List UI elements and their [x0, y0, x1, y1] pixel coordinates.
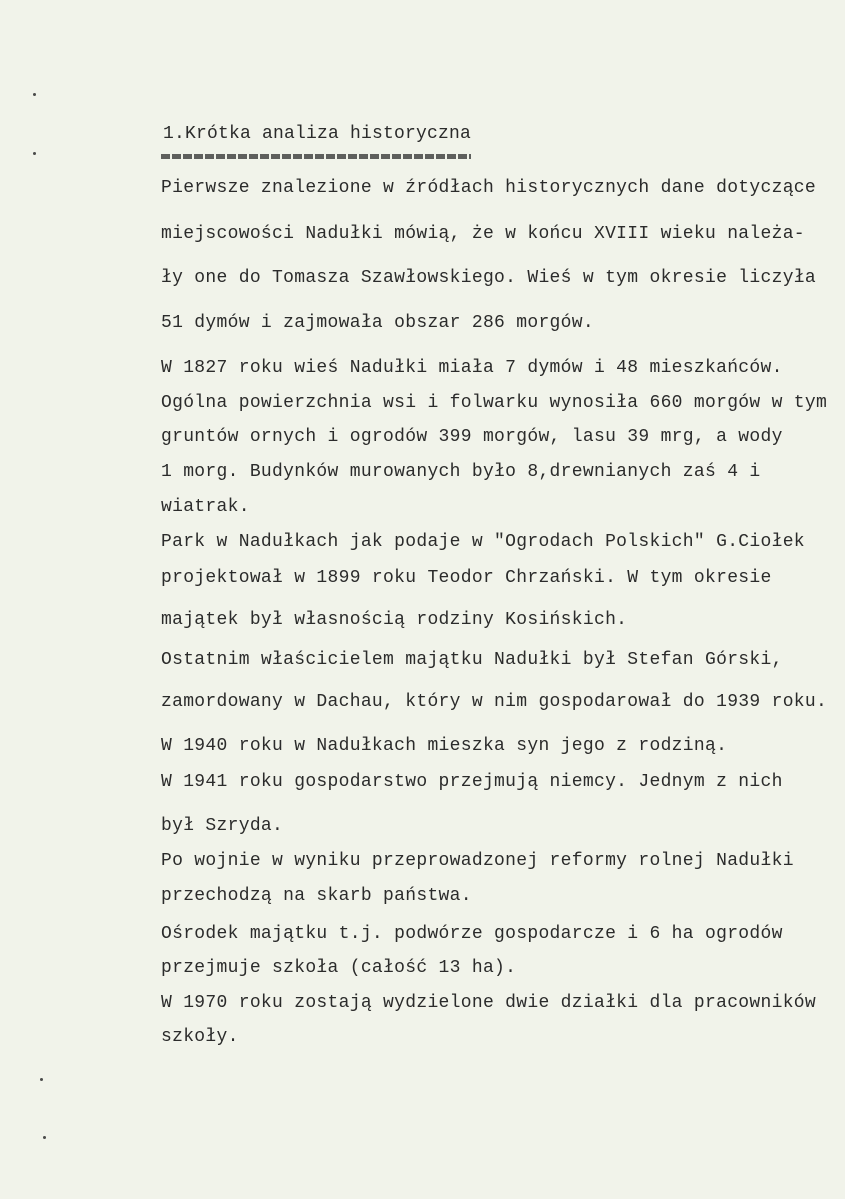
text-line: Po wojnie w wyniku przeprowadzonej reformy rolnej Nadułki: [161, 851, 794, 871]
text-line: wiatrak.: [161, 497, 250, 517]
text-line: Ośrodek majątku t.j. podwórze gospodarcze i 6 ha ogrodów: [161, 924, 783, 944]
text-line: szkoły.: [161, 1027, 239, 1047]
text-line: projektował w 1899 roku Teodor Chrzański. W tym okresie: [161, 568, 772, 588]
text-line: W 1941 roku gospodarstwo przejmują niemcy. Jednym z nich: [161, 772, 783, 792]
text-line: Pierwsze znalezione w źródłach historycznych dane dotyczące: [161, 178, 817, 198]
text-line: przechodzą na skarb państwa.: [161, 886, 472, 906]
text-line: miejscowości Nadułki mówią, że w końcu XVIII wieku należa-: [161, 224, 805, 244]
text-line: zamordowany w Dachau, który w nim gospodarował do 1939 roku.: [161, 692, 828, 712]
margin-dot: [43, 1136, 46, 1139]
text-line: gruntów ornych i ogrodów 399 morgów, lasu 39 mrg, a wody: [161, 427, 783, 447]
section-heading: 1.Krótka analiza historyczna: [163, 124, 472, 144]
text-line: przejmuje szkoła (całość 13 ha).: [161, 958, 517, 978]
text-line: W 1827 roku wieś Nadułki miała 7 dymów i 48 mieszkańców.: [161, 358, 783, 378]
text-line: W 1970 roku zostają wydzielone dwie działki dla pracowników: [161, 993, 817, 1013]
heading-underline: [161, 154, 471, 159]
text-line: Park w Nadułkach jak podaje w "Ogrodach Polskich" G.Ciołek: [161, 532, 805, 552]
text-line: majątek był własnością rodziny Kosińskich.: [161, 610, 628, 630]
margin-dot: [33, 93, 36, 96]
margin-dot: [33, 152, 36, 155]
text-line: był Szryda.: [161, 816, 284, 836]
text-line: W 1940 roku w Nadułkach mieszka syn jego z rodziną.: [161, 736, 728, 756]
text-line: Ostatnim właścicielem majątku Nadułki był Stefan Górski,: [161, 650, 783, 670]
text-line: 1 morg. Budynków murowanych było 8,drewnianych zaś 4 i: [161, 462, 761, 482]
text-line: ły one do Tomasza Szawłowskiego. Wieś w tym okresie liczyła: [161, 268, 817, 288]
text-line: 51 dymów i zajmowała obszar 286 morgów.: [161, 313, 594, 333]
margin-dot: [40, 1078, 43, 1081]
text-line: Ogólna powierzchnia wsi i folwarku wynosiła 660 morgów w tym: [161, 393, 828, 413]
